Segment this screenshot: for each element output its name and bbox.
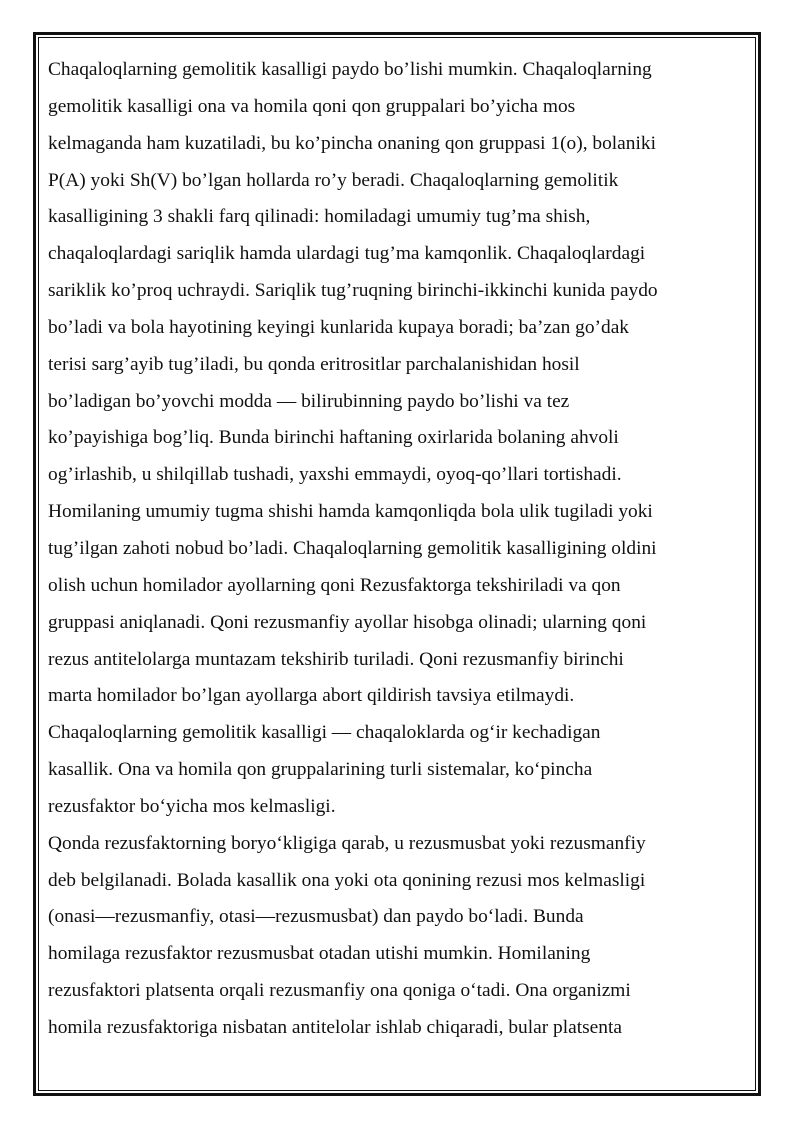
document-body bbox=[48, 52, 738, 1047]
text-line: olish uchun homilador ayollarning qoni Rezusfaktorga tekshiriladi va qon bbox=[48, 574, 621, 596]
text-line: rezusfaktori platsenta orqali rezusmanfiy ona qoniga o‘tadi. Ona organizmi bbox=[48, 980, 631, 1002]
text-line: kasallik. Ona va homila qon gruppalarining turli sistemalar, ko‘pincha bbox=[48, 759, 593, 781]
text-line: bo’ladigan bo’yovchi modda — bilirubinning paydo bo’lishi va tez bbox=[48, 390, 570, 412]
text-line: rezusfaktor bo‘yicha mos kelmasligi. bbox=[48, 795, 336, 817]
text-line: kelmaganda ham kuzatiladi, bu ko’pincha onaning qon gruppasi 1(o), bolaniki bbox=[48, 132, 656, 154]
text-line: Qonda rezusfaktorning boryo‘kligiga qarab, u rezusmusbat yoki rezusmanfiy bbox=[48, 832, 646, 854]
text-line: chaqaloqlardagi sariqlik hamda ulardagi tug’ma kamqonlik. Chaqaloqlardagi bbox=[48, 243, 646, 265]
text-line: rezus antitelolarga muntazam tekshirib turiladi. Qoni rezusmanfiy birinchi bbox=[48, 648, 624, 670]
text-line: homilaga rezusfaktor rezusmusbat otadan utishi mumkin. Homilaning bbox=[48, 943, 591, 965]
text-line: marta homilador bo’lgan ayollarga abort qildirish tavsiya etilmaydi. bbox=[48, 685, 575, 707]
text-line: gruppasi aniqlanadi. Qoni rezusmanfiy ayollar hisobga olinadi; ularning qoni bbox=[48, 611, 647, 633]
text-line: (onasi—rezusmanfiy, otasi—rezusmusbat) dan paydo bo‘ladi. Bunda bbox=[48, 906, 584, 928]
text-line: Homilaning umumiy tugma shishi hamda kamqonliqda bola ulik tugiladi yoki bbox=[48, 501, 653, 523]
text-line: P(A) yoki Sh(V) bo’lgan hollarda ro’y beradi. Chaqaloqlarning gemolitik bbox=[48, 169, 619, 191]
text-line: sariklik ko’proq uchraydi. Sariqlik tug’ruqning birinchi-ikkinchi kunida paydo bbox=[48, 280, 658, 302]
text-line: og’irlashib, u shilqillab tushadi, yaxshi emmaydi, oyoq-qo’llari tortishadi. bbox=[48, 464, 622, 486]
text-line: homila rezusfaktoriga nisbatan antitelolar ishlab chiqaradi, bular platsenta bbox=[48, 1016, 622, 1038]
text-line: Chaqaloqlarning gemolitik kasalligi — chaqaloklarda og‘ir kechadigan bbox=[48, 722, 601, 744]
text-line: bo’ladi va bola hayotining keyingi kunlarida kupaya boradi; ba’zan go’dak bbox=[48, 316, 629, 338]
text-line: Chaqaloqlarning gemolitik kasalligi paydo bo’lishi mumkin. Chaqaloqlarning bbox=[48, 59, 652, 80]
text-line: deb belgilanadi. Bolada kasallik ona yoki ota qonining rezusi mos kelmasligi bbox=[48, 869, 646, 891]
text-line: terisi sarg’ayib tug’iladi, bu qonda eritrositlar parchalanishidan hosil bbox=[48, 353, 580, 375]
text-line: ko’payishiga bog’liq. Bunda birinchi haftaning oxirlarida bolaning ahvoli bbox=[48, 427, 619, 449]
text-line: gemolitik kasalligi ona va homila qoni qon gruppalari bo’yicha mos bbox=[48, 95, 576, 117]
text-line: tug’ilgan zahoti nobud bo’ladi. Chaqaloqlarning gemolitik kasalligining oldini bbox=[48, 537, 657, 559]
text-line: kasalligining 3 shakli farq qilinadi: homiladagi umumiy tug’ma shish, bbox=[48, 206, 591, 228]
